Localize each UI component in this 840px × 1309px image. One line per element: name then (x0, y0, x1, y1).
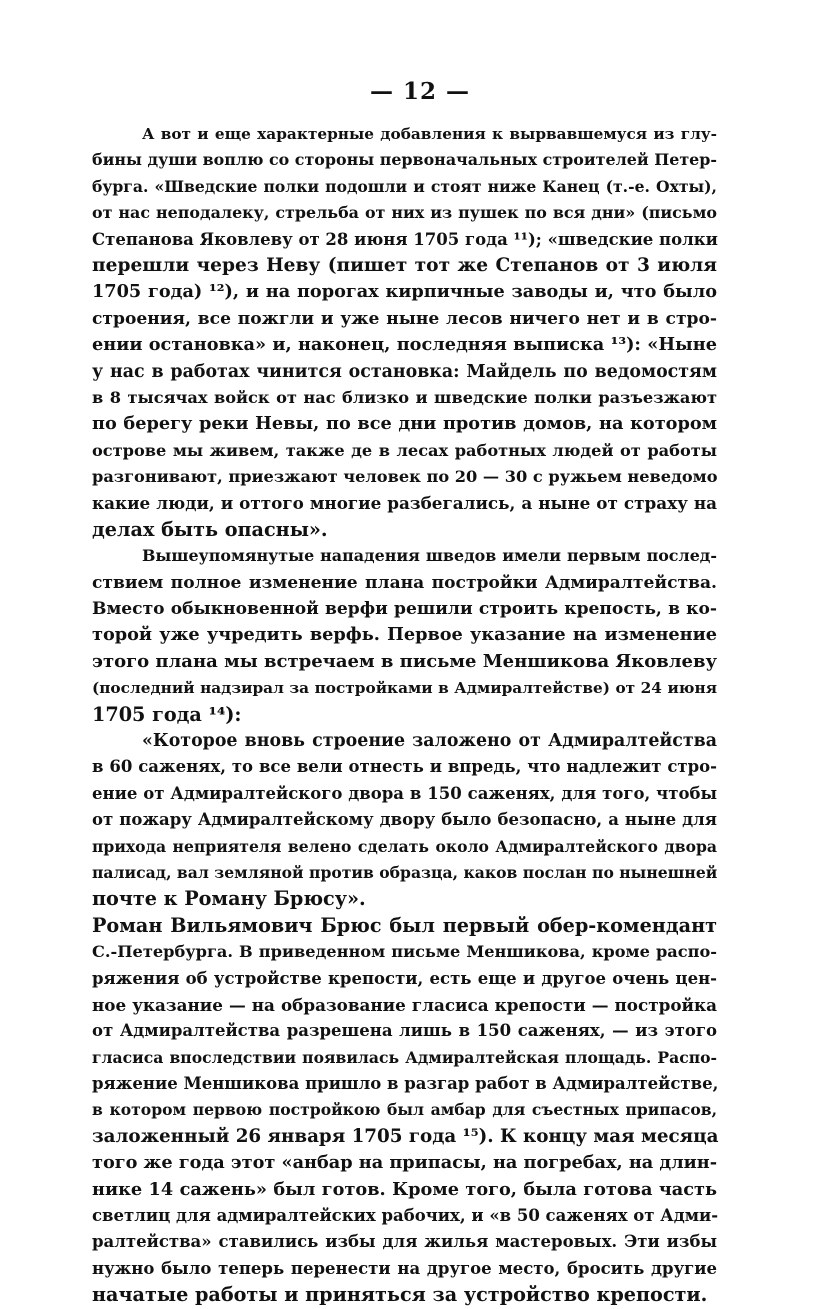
text-line: нужно было теперь перенести на другое место, бросить другие (92, 1258, 717, 1278)
text-line: ное указание — на образование гласиса крепости — постройка (92, 994, 717, 1015)
text-line: заложенный 26 января 1705 года ¹⁵). К концу мая месяца (92, 1125, 719, 1147)
text-line: ении остановка» и, наконец, последняя выписка ¹³): «Ныне (92, 334, 717, 356)
text-line: этого плана мы встречаем в письме Меншикова Яковлеву (92, 650, 717, 672)
text-line: торой уже учредить верфь. Первое указание на изменение (92, 624, 717, 646)
text-line: С.-Петербурга. В приведенном письме Меншикова, кроме распо- (92, 942, 717, 962)
text-line: 1705 года) ¹²), и на порогах кирпичные заводы и, что было (92, 281, 717, 303)
text-line: по берегу реки Невы, по все дни против домов, на котором (92, 413, 717, 435)
text-line: Роман Вильямович Брюс был первый обер-комендант (92, 913, 717, 937)
text-line: в 60 саженях, то все вели отнесть и впредь, что надлежит стро- (92, 757, 717, 777)
text-line: ряжения об устройстве крепости, есть еще и другое очень цен- (92, 968, 717, 988)
text-line: бины души воплю со стороны первоначальных строителей Петер- (92, 150, 717, 170)
text-line: Степанова Яковлеву от 28 июня 1705 года ¹¹); «шведские полки (92, 229, 718, 249)
page-number: — 12 — (369, 78, 471, 105)
body-text (92, 121, 717, 1309)
text-line: начатые работы и приняться за устройство крепости. (92, 1283, 708, 1307)
text-line: у нас в работах чинится остановка: Майдель по ведомостям (92, 361, 717, 382)
text-line: от Адмиралтейства разрешена лишь в 150 саженях, — из этого (92, 1021, 717, 1041)
text-line: строения, все пожгли и уже ныне лесов ничего нет и в стро- (92, 308, 717, 329)
text-line: ение от Адмиралтейского двора в 150 саженях, для того, чтобы (92, 783, 717, 803)
text-line: почте к Роману Брюсу». (92, 887, 366, 911)
text-line: «Которое вновь строение заложено от Адмиралтейства (142, 730, 717, 751)
text-line: от нас неподалеку, стрельба от них из пушек по вся дни» (письмо (92, 203, 717, 223)
text-line: гласиса впоследствии появилась Адмиралтейская площадь. Распо- (92, 1047, 717, 1067)
text-line: прихода неприятеля велено сделать около Адмиралтейского двора (92, 836, 717, 856)
text-line: бурга. «Шведские полки подошли и стоят ниже Канец (т.-е. Охты), (92, 176, 717, 196)
text-line: ряжение Меншикова пришло в разгар работ в Адмиралтействе, (92, 1074, 719, 1094)
text-line: в 8 тысячах войск от нас близко и шведские полки разъезжают (92, 387, 717, 407)
text-line: какие люди, и оттого многие разбегались, а ныне от страху на (92, 493, 717, 514)
text-line: перешли через Неву (пишет тот же Степанов от 3 июля (92, 254, 717, 276)
text-line: ствием полное изменение плана постройки Адмиралтейства. (92, 572, 717, 593)
text-line: в котором первою постройкою был амбар для съестных припасов, (92, 1100, 717, 1120)
text-line: того же года этот «анбар на припасы, на погребах, на длин- (92, 1152, 718, 1174)
text-line: Вместо обыкновенной верфи решили строить крепость, в ко- (92, 599, 717, 620)
text-line: А вот и еще характерные добавления к вырвавшемуся из глу- (142, 125, 717, 143)
text-line: (последний надзирал за постройками в Адмиралтействе) от 24 июня (92, 679, 717, 698)
text-line: Вышеупомянутые нападения шведов имели первым послед- (142, 546, 717, 566)
text-line: нике 14 сажень» был готов. Кроме того, была готова часть (92, 1178, 717, 1200)
text-line: от пожару Адмиралтейскому двору было безопасно, а ныне для (92, 810, 717, 830)
text-line: разгонивают, приезжают человек по 20 — 30 с ружьем неведомо (92, 467, 718, 487)
text-line: ралтейства» ставились избы для жилья мастеровых. Эти избы (92, 1232, 717, 1252)
text-line: делах быть опасны». (92, 517, 328, 541)
text-line: 1705 года ¹⁴): (92, 702, 242, 726)
text-line: палисад, вал земляной против образца, каков послан по нынешней (92, 862, 718, 882)
text-line: острове мы живем, также де в лесах работных людей от работы (92, 440, 717, 460)
text-line: светлиц для адмиралтейских рабочих, и «в 50 саженях от Адми- (92, 1206, 719, 1226)
